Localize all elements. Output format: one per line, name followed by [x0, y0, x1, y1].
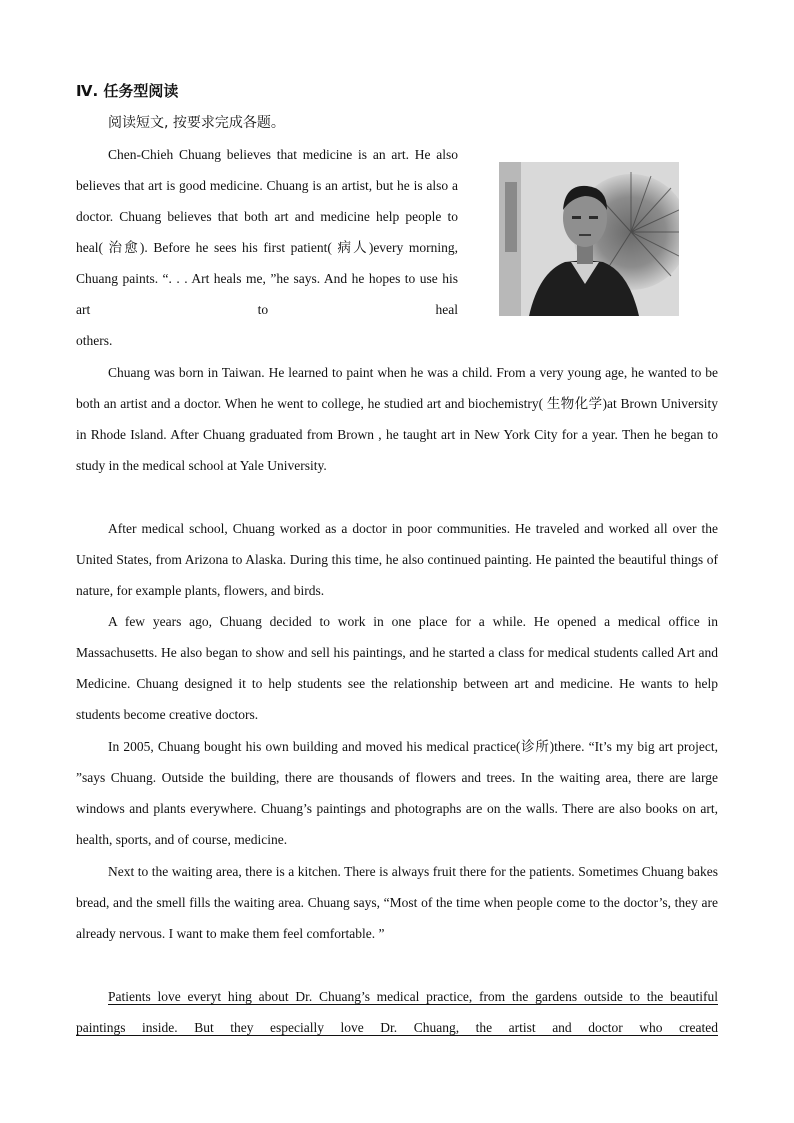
paragraph-4: A few years ago, Chuang decided to work in one place for a while. He opened a medical office in Massachusetts. He also began to show and sell his paintings, and he started a class for medical students called Art and Medicine. Chuang designed it to help students see the relationship between art and medicine. He wants to help students become creative doctors. [76, 614, 718, 722]
paragraph-5: In 2005, Chuang bought his own building and moved his medical practice(诊所)there. “It’s my big art project, ”says Chuang. Outside the building, there are thousands of flowers and trees. In the waiting area, there are large windows and plants everywhere. Chuang’s paintings and photographs are on the walls. There are also books on art, health, sports, and of course, medicine. [76, 739, 718, 847]
paragraph-7-underlined: Patients love everyt hing about Dr. Chuang’s medical practice, from the gardens outside to the beautiful paintings inside. But they especially love Dr. Chuang, the artist and doctor who created [76, 989, 718, 1035]
paragraph-1-tail: others. [76, 333, 113, 348]
instruction-text: 阅读短文, 按要求完成各题。 [108, 115, 285, 131]
portrait-photo-icon [499, 162, 679, 316]
paragraph-2: Chuang was born in Taiwan. He learned to paint when he was a child. From a very young age, he wanted to be both an artist and a doctor. When he went to college, he studied art and biochemistry( 生物化学)at Brown University in Rhode Island. After Chuang graduated from Brown , he taught art in New York City for a year. Then he began to study in the medical school at Yale University. [76, 365, 718, 473]
paragraph-1: Chen-Chieh Chuang believes that medicine is an art. He also believes that art is good medicine. Chuang is an artist, but he is also a doctor. Chuang believes that both art and medicine help people to heal( 治愈). Before he sees his first patient( 病人)every morning, Chuang paints. “. . . Art heals me, ”he says. And he hopes to use his art to heal [76, 147, 458, 317]
paragraph-3: After medical school, Chuang worked as a doctor in poor communities. He traveled and worked all over the United States, from Arizona to Alaska. During this time, he also continued painting. He painted the beautiful things of nature, for example plants, flowers, and birds. [76, 521, 718, 598]
paragraph-6: Next to the waiting area, there is a kitchen. There is always fruit there for the patients. Sometimes Chuang bakes bread, and the smell fills the waiting area. Chuang says, “Most of the time when people come to the doctor’s, they are already nervous. I want to make them feel comfortable. ” [76, 864, 718, 941]
section-heading: Ⅳ. 任务型阅读 [76, 82, 179, 100]
